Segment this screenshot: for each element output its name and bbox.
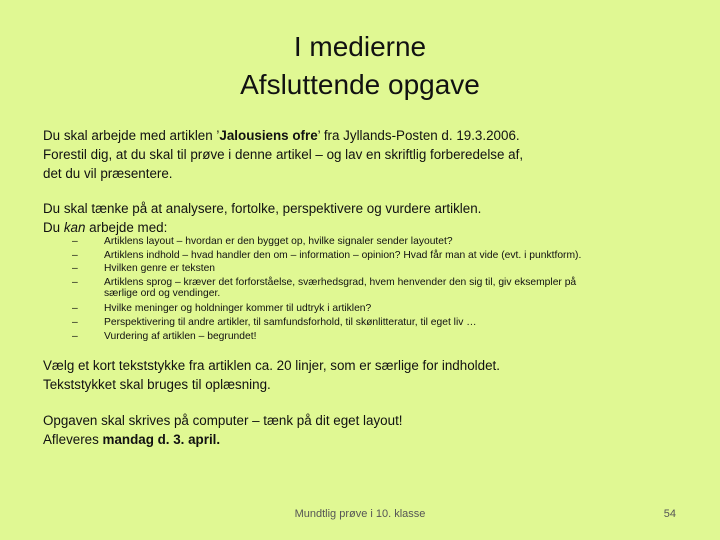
list-item-text-continued: særlige ord og vendinger. (104, 288, 221, 300)
intro-line-2: Forestil dig, at du skal til prøve i denne artikel – og lav en skriftlig forberedelse af, (43, 147, 524, 162)
list-item (72, 236, 672, 247)
list-item (72, 331, 672, 342)
list-item-text: Hvilken genre er teksten (104, 263, 216, 275)
task-line-2-post: arbejde med: (85, 220, 168, 235)
intro-line-1 (43, 126, 523, 145)
deadline-paragraph (43, 411, 403, 449)
list-item (72, 277, 672, 300)
dash-bullet: – (72, 316, 78, 328)
list-item-text: Artiklens indhold – hvad handler den om – information – opinion? Hvad får man at vide (evt. i punktform). (104, 249, 582, 261)
dash-bullet: – (72, 249, 78, 261)
list-item-text: Artiklens sprog – kræver det forforståelse, sværhedsgrad, hvem henvender den sig til, giv eksempler på (104, 276, 577, 288)
list-item-text: Hvilke meninger og holdninger kommer til udtryk i artiklen? (104, 303, 372, 315)
task-line-2-emph: kan (63, 220, 86, 235)
dash-bullet: – (72, 330, 78, 342)
dash-bullet: – (72, 276, 78, 288)
deadline-line-2 (43, 430, 403, 449)
list-item (72, 250, 672, 261)
choose-line-1: Vælg et kort tekststykke fra artiklen ca. 20 linjer, som er særlige for indholdet. (43, 358, 500, 373)
task-paragraph (43, 199, 481, 237)
deadline-line-1: Opgaven skal skrives på computer – tænk på dit eget layout! (43, 413, 403, 428)
title-line-1: I medierne (293, 31, 427, 62)
title-line-2: Afsluttende opgave (240, 69, 480, 100)
dash-bullet: – (72, 263, 78, 275)
deadline-line-2-pre: Afleveres (43, 432, 103, 447)
slide-title (0, 28, 720, 104)
work-list (72, 236, 672, 342)
intro-line-1-pre: Du skal arbejde med artiklen ’ (43, 128, 220, 143)
list-item-text: Perspektivering til andre artikler, til samfundsforhold, til skønlitteratur, til eget liv … (104, 316, 477, 328)
dash-bullet: – (72, 303, 78, 315)
list-item (72, 263, 672, 274)
intro-line-1-post: ’ fra Jyllands-Posten d. 19.3.2006. (317, 128, 520, 143)
intro-line-3: det du vil præsentere. (43, 166, 173, 181)
task-line-2-pre: Du (43, 220, 64, 235)
footer-text: Mundtlig prøve i 10. klasse (294, 508, 426, 520)
list-item (72, 317, 672, 328)
intro-paragraph (43, 126, 523, 183)
list-item-text: Artiklens layout – hvordan er den bygget op, hvilke signaler sender layoutet? (104, 236, 453, 247)
choose-line-2: Tekststykket skal bruges til oplæsning. (43, 377, 271, 392)
task-line-1: Du skal tænke på at analysere, fortolke, perspektivere og vurdere artiklen. (43, 201, 482, 216)
dash-bullet: – (72, 236, 78, 247)
deadline-date: mandag d. 3. april. (102, 432, 221, 447)
list-item-text: Vurdering af artiklen – begrundet! (104, 330, 257, 342)
task-line-2 (43, 218, 481, 237)
choose-paragraph (43, 356, 500, 394)
page-number: 54 (663, 508, 676, 520)
article-title: Jalousiens ofre (219, 128, 318, 143)
list-item (72, 303, 672, 314)
